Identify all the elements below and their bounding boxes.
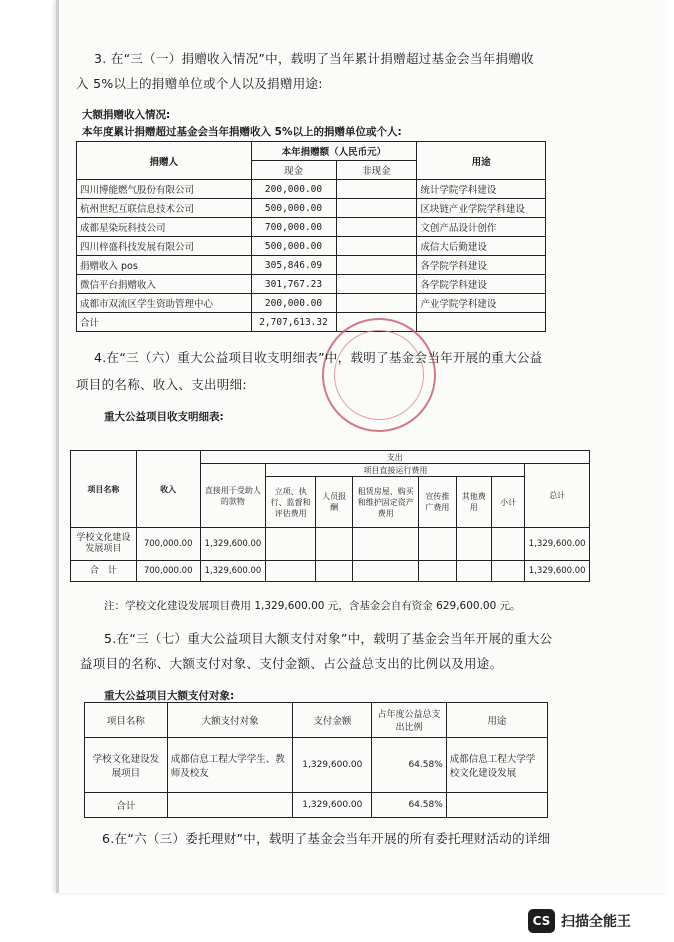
cash-cell: 700,000.00: [251, 218, 336, 237]
table-row-total: [71, 561, 590, 582]
donor-cell: 四川博能燃气股份有限公司: [77, 180, 252, 199]
project-income-expense-table: [70, 450, 590, 582]
table-row: [77, 180, 546, 199]
cash-cell: 500,000.00: [251, 237, 336, 256]
section6-para-line1: 6.在“六（三）委托理财”中，载明了基金会当年开展的所有委托理财活动的详细: [102, 831, 551, 846]
table-row: [71, 528, 590, 561]
noncash-cell: [336, 180, 417, 199]
cash-cell: 305,846.09: [251, 256, 336, 275]
amount-cell: 1,329,600.00: [293, 793, 372, 818]
th-amount: 支付金额: [293, 703, 372, 738]
section3-caption2: 本年度累计捐赠超过基金会当年捐赠收入 5%以上的捐赠单位或个人:: [82, 126, 402, 138]
brand-name: 扫描全能王: [561, 914, 631, 930]
section5-caption: 重大公益项目大额支付对象:: [104, 690, 235, 702]
ratio-cell: 64.58%: [372, 738, 447, 793]
th-donor: 捐赠人: [77, 142, 252, 180]
donor-cell: 合计: [77, 313, 252, 332]
th-noncash: 非现金: [336, 161, 417, 180]
large-payment-table: [84, 702, 548, 818]
th-c2: 人员报酬: [315, 477, 352, 528]
table-row: [77, 256, 546, 275]
th-income: 收入: [136, 451, 200, 528]
section5-para-line2: 益项目的名称、大额支付对象、支付金额、占公益总支出的比例以及用途。: [80, 656, 503, 671]
direct-cell: 1,329,600.00: [200, 561, 266, 582]
th-running: 项目直接运行费用: [266, 464, 525, 477]
donor-cell: 四川梓盛科技发展有限公司: [77, 237, 252, 256]
payee-cell: 成都信息工程大学学生、教师及校友: [167, 738, 293, 793]
cash-cell: 2,707,613.32: [251, 313, 336, 332]
section4-para-line2: 项目的名称、收入、支出明细:: [76, 377, 247, 392]
cash-cell: 500,000.00: [251, 199, 336, 218]
table-row: [77, 199, 546, 218]
use-cell: 区块链产业学院学科建设: [417, 199, 546, 218]
th-payee: 大额支付对象: [167, 703, 293, 738]
income-cell: 700,000.00: [136, 561, 200, 582]
project-cell: 学校文化建设发展项目: [71, 528, 137, 561]
table-row: [77, 218, 546, 237]
project-cell: 学校文化建设发展项目: [85, 738, 168, 793]
donor-cell: 微信平台捐赠收入: [77, 275, 252, 294]
th-c4: 宣传推广费用: [419, 477, 456, 528]
use-cell: 成信大后勤建设: [417, 237, 546, 256]
section4-caption: 重大公益项目收支明细表:: [104, 411, 224, 423]
table-row-total: [85, 793, 548, 818]
donor-cell: 杭州世纪互联信息技术公司: [77, 199, 252, 218]
th-total: 总计: [525, 464, 590, 528]
section3-para-line2: 入 5%以上的捐赠单位或个人以及捐赠用途:: [76, 76, 323, 91]
th-project: 项目名称: [85, 703, 168, 738]
use-cell: 文创产品设计创作: [417, 218, 546, 237]
total-cell: 1,329,600.00: [525, 561, 590, 582]
scanner-watermark: [528, 909, 631, 933]
th-project: 项目名称: [71, 451, 137, 528]
donor-cell: 成都市双流区学生资助管理中心: [77, 294, 252, 313]
use-cell: 各学院学科建设: [417, 256, 546, 275]
th-expense: 支出: [200, 451, 589, 464]
use-cell: 统计学院学科建设: [417, 180, 546, 199]
amount-cell: 1,329,600.00: [293, 738, 372, 793]
donor-cell: 成都星染玩科技公司: [77, 218, 252, 237]
noncash-cell: [336, 275, 417, 294]
use-cell: 产业学院学科建设: [417, 294, 546, 313]
th-c1: 立项、执行、监督和评估费用: [266, 477, 316, 528]
th-c5: 其他费用: [456, 477, 491, 528]
section3-para-line1: 3. 在“三（一）捐赠收入情况”中，载明了当年累计捐赠超过基金会当年捐赠收: [94, 51, 534, 66]
table-row: [85, 738, 548, 793]
th-direct: 直接用于受助人的款物: [200, 464, 266, 528]
income-cell: 700,000.00: [136, 528, 200, 561]
donation-table: [76, 141, 546, 332]
noncash-cell: [336, 256, 417, 275]
table-row: [77, 275, 546, 294]
total-cell: 1,329,600.00: [525, 528, 590, 561]
use-cell: 成都信息工程大学学校文化建设发展: [446, 738, 547, 793]
section4-note: 注：学校文化建设发展项目费用 1,329,600.00 元，含基金会自有资金 629,600.00 元。: [104, 600, 521, 612]
cs-logo-icon: CS: [528, 909, 555, 933]
section3-caption1: 大额捐赠收入情况:: [82, 109, 171, 121]
project-cell: 合 计: [71, 561, 137, 582]
th-use: 用途: [446, 703, 547, 738]
donor-cell: 捐赠收入 pos: [77, 256, 252, 275]
noncash-cell: [336, 218, 417, 237]
noncash-cell: [336, 199, 417, 218]
th-use: 用途: [417, 142, 546, 180]
use-cell: 各学院学科建设: [417, 275, 546, 294]
direct-cell: 1,329,600.00: [200, 528, 266, 561]
th-cash: 现金: [251, 161, 336, 180]
th-c3: 租赁房屋、购买和维护固定资产费用: [353, 477, 419, 528]
section5-para-line1: 5.在“三（七）重大公益项目大额支付对象”中，载明了基金会当年开展的重大公: [104, 631, 553, 646]
th-ratio: 占年度公益总支出比例: [372, 703, 447, 738]
section4-para-line1: 4.在“三（六）重大公益项目收支明细表”中，载明了基金会当年开展的重大公益: [94, 350, 543, 365]
cash-cell: 200,000.00: [251, 294, 336, 313]
use-cell: [417, 313, 546, 332]
noncash-cell: [336, 237, 417, 256]
table-row: [77, 294, 546, 313]
cash-cell: 301,767.23: [251, 275, 336, 294]
th-c6: 小计: [491, 477, 524, 528]
cash-cell: 200,000.00: [251, 180, 336, 199]
th-amount: 本年捐赠额（人民币元）: [251, 142, 417, 161]
noncash-cell: [336, 294, 417, 313]
project-cell: 合计: [85, 793, 168, 818]
ratio-cell: 64.58%: [372, 793, 447, 818]
table-row-total: [77, 313, 546, 332]
table-row: [77, 237, 546, 256]
